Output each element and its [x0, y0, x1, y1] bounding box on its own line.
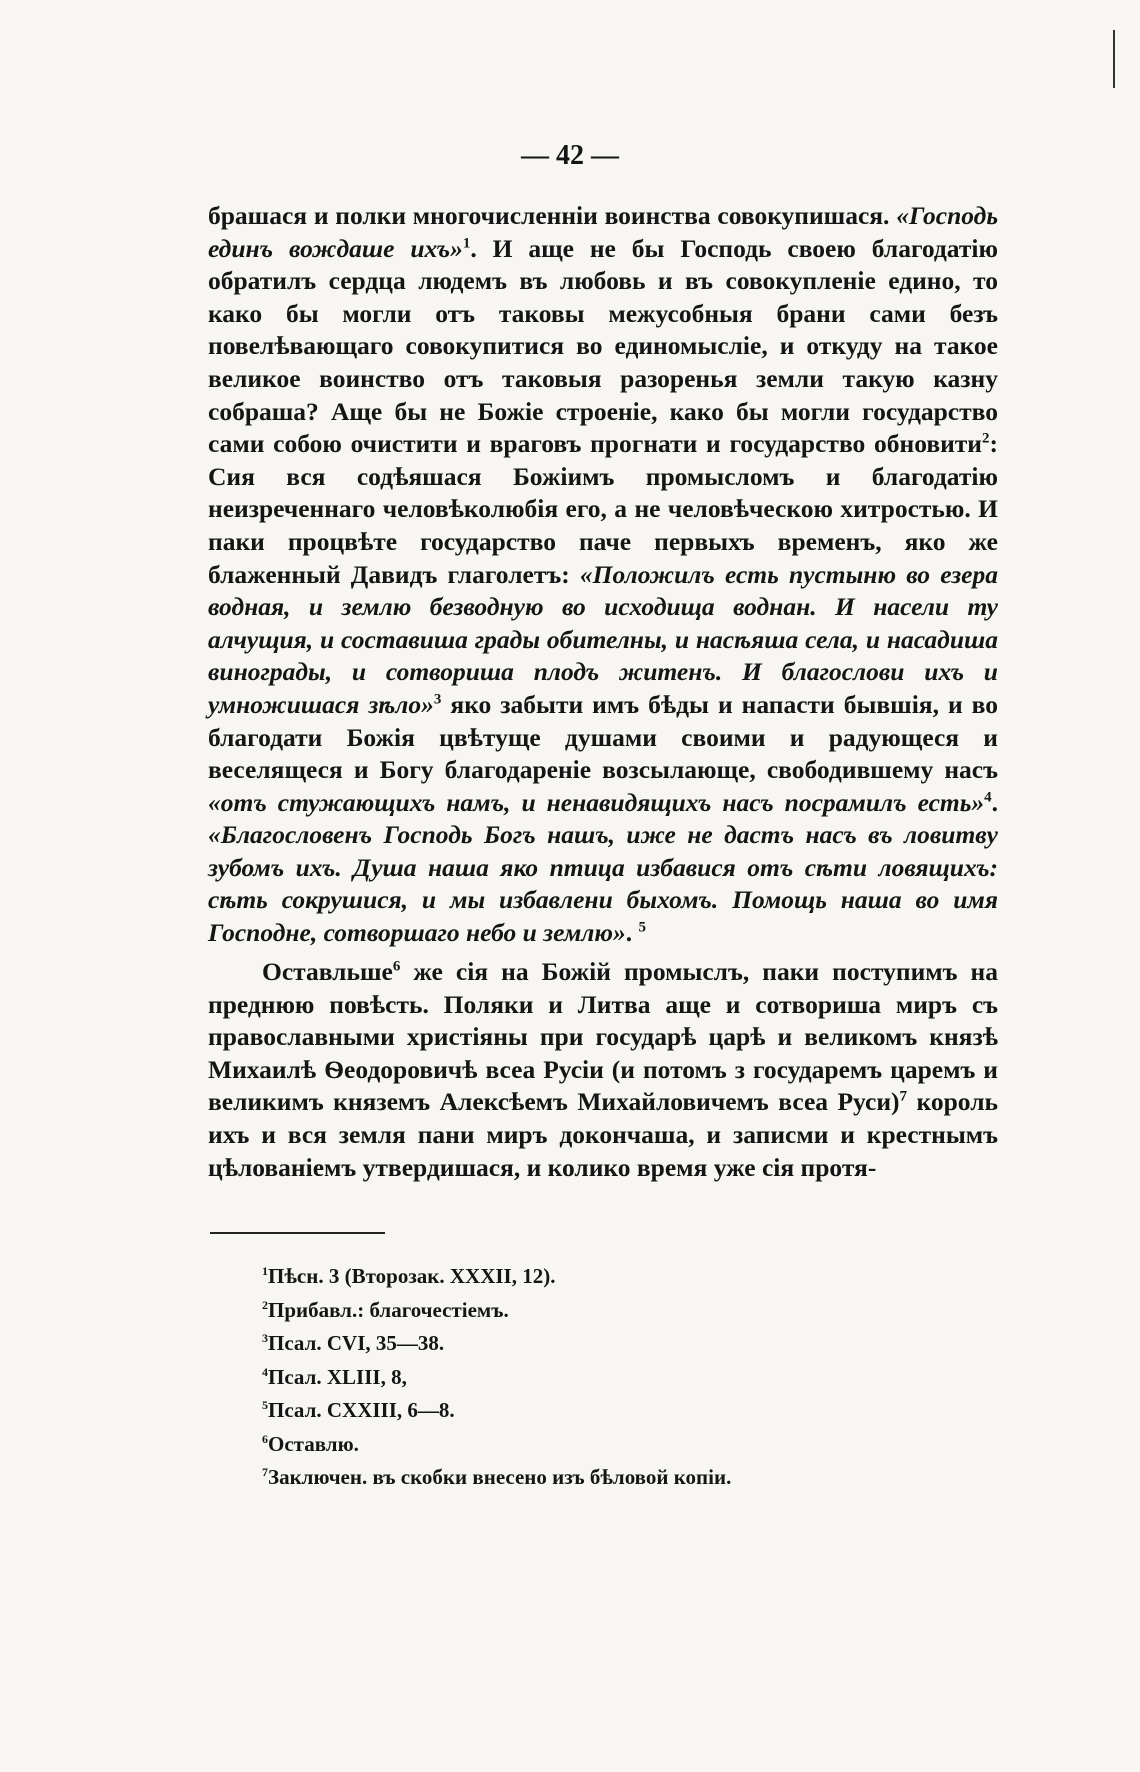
text-run: : Сия вся содѣяшася Божіимъ промысломъ и благодатію неизреченнаго человѣколюбія его, а не человѣческою хитростью. И паки процвѣте государство паче первыхъ временъ, яко же блаженный Давидъ глаголетъ: — [208, 429, 998, 589]
scan-edge-mark — [1113, 30, 1115, 88]
footnote-item — [262, 1394, 731, 1428]
footnote-mark: 7 — [262, 1465, 268, 1479]
text-run: Оставльше — [262, 957, 393, 986]
footnote-ref-3: 3 — [433, 691, 442, 708]
footnote-mark: 2 — [262, 1297, 268, 1312]
page-number: — 42 — — [521, 140, 619, 171]
footnote-mark: 3 — [262, 1331, 268, 1345]
footnote-mark: 1 — [262, 1264, 268, 1278]
footnote-item — [262, 1327, 731, 1361]
quotation: «отъ стужающихъ намъ, и ненавидящихъ насъ посрамилъ есть» — [208, 787, 985, 817]
footnote-ref-4: 4 — [984, 789, 992, 806]
footnote-item — [262, 1428, 731, 1462]
footnote-item — [262, 1260, 731, 1294]
body-paragraph-1 — [208, 200, 998, 950]
text-run: . И аще не бы Господь своею благодатію обратилъ сердца людемъ въ любовь и въ совокупленіе едино, то како бы могли отъ таковы межусобныя брани сами безъ повелѣвающаго совокупитися во единомысліе, и откуду на такое великое воинство отъ таковыя разоренья земли такую казну собраша? Аще бы не Божіе строеніе, како бы могли государство сами собою очистити и враговъ прогнати и государство обновити — [208, 233, 998, 459]
quotation: «Благословенъ Господь Богъ нашъ, иже не дастъ насъ въ ловитву зубомъ ихъ. Душа наша яко птица избавися отъ сѣти ловящихъ: сѣть сокрушися, и мы избавлени быхомъ. Помощь наша во имя Господне, сотворшаго небо и землю» — [208, 820, 998, 948]
footnote-text: Оставлю. — [268, 1431, 359, 1456]
footnote-text: Заключен. въ скобки внесено изъ бѣловой копіи. — [268, 1465, 732, 1489]
text-run: . — [625, 918, 639, 948]
footnote-ref-6: 6 — [392, 958, 401, 975]
footnotes-list — [262, 1260, 731, 1495]
footnote-ref-5: 5 — [638, 919, 646, 936]
footnote-item — [262, 1461, 731, 1495]
footnote-ref-1: 1 — [462, 235, 471, 252]
text-run: король ихъ и вся земля пани миръ докончаша, и записми и крестнымъ цѣлованіемъ утвердишася, и колико время уже сія протя- — [208, 1087, 998, 1182]
footnote-mark: 6 — [262, 1431, 268, 1446]
body-paragraph-2 — [208, 956, 998, 1184]
footnote-ref-2: 2 — [982, 430, 990, 447]
footnote-item — [262, 1294, 731, 1328]
footnote-text: Пѣсн. 3 (Второзак. XXXII, 12). — [268, 1264, 556, 1288]
footnote-text: Псал. CVI, 35—38. — [268, 1331, 445, 1355]
footnote-ref-7: 7 — [899, 1088, 908, 1105]
text-run: же сія на Божій промыслъ, паки поступимъ на преднюю повѣсть. Поляки и Литва аще и сотвориша миръ съ православными христіяны при государѣ царѣ и великомъ князѣ Михаилѣ Ѳеодоровичѣ всеа Русіи (и потомъ з государемъ царемъ и великимъ княземъ Алексѣемъ Михайловичемъ всеа Руси) — [208, 957, 998, 1117]
footnote-item — [262, 1361, 731, 1395]
footnote-text: Прибавл.: благочестіемъ. — [268, 1297, 509, 1322]
footnote-separator — [210, 1232, 385, 1234]
text-run: брашася и полки многочисленніи воинства совокупишася. — [208, 201, 897, 230]
text-run: . — [991, 787, 998, 817]
text-run: яко забыти имъ бѣды и напасти бывшія, и во благодати Божія цвѣтуще душами своими и радующеся и веселящеся и Богу благодареніе возсылающе, свободившему насъ — [208, 689, 999, 785]
quotation: «Положилъ есть пустыню во езера водная, и землю безводную во исходища воднан. И насели ту алчущия, и составиша грады обителны, и насѣяша села, и насадиша винограды, и сотвориша плодъ житенъ. И благослови ихъ и умножишася зѣло» — [208, 559, 998, 719]
footnote-text: Псал. XLIII, 8, — [268, 1364, 407, 1389]
footnote-text: Псал. CXXIII, 6—8. — [268, 1398, 455, 1422]
footnote-mark: 5 — [262, 1398, 268, 1412]
quotation: «Господь единъ вождаше ихъ» — [208, 201, 998, 263]
footnote-mark: 4 — [262, 1364, 268, 1379]
